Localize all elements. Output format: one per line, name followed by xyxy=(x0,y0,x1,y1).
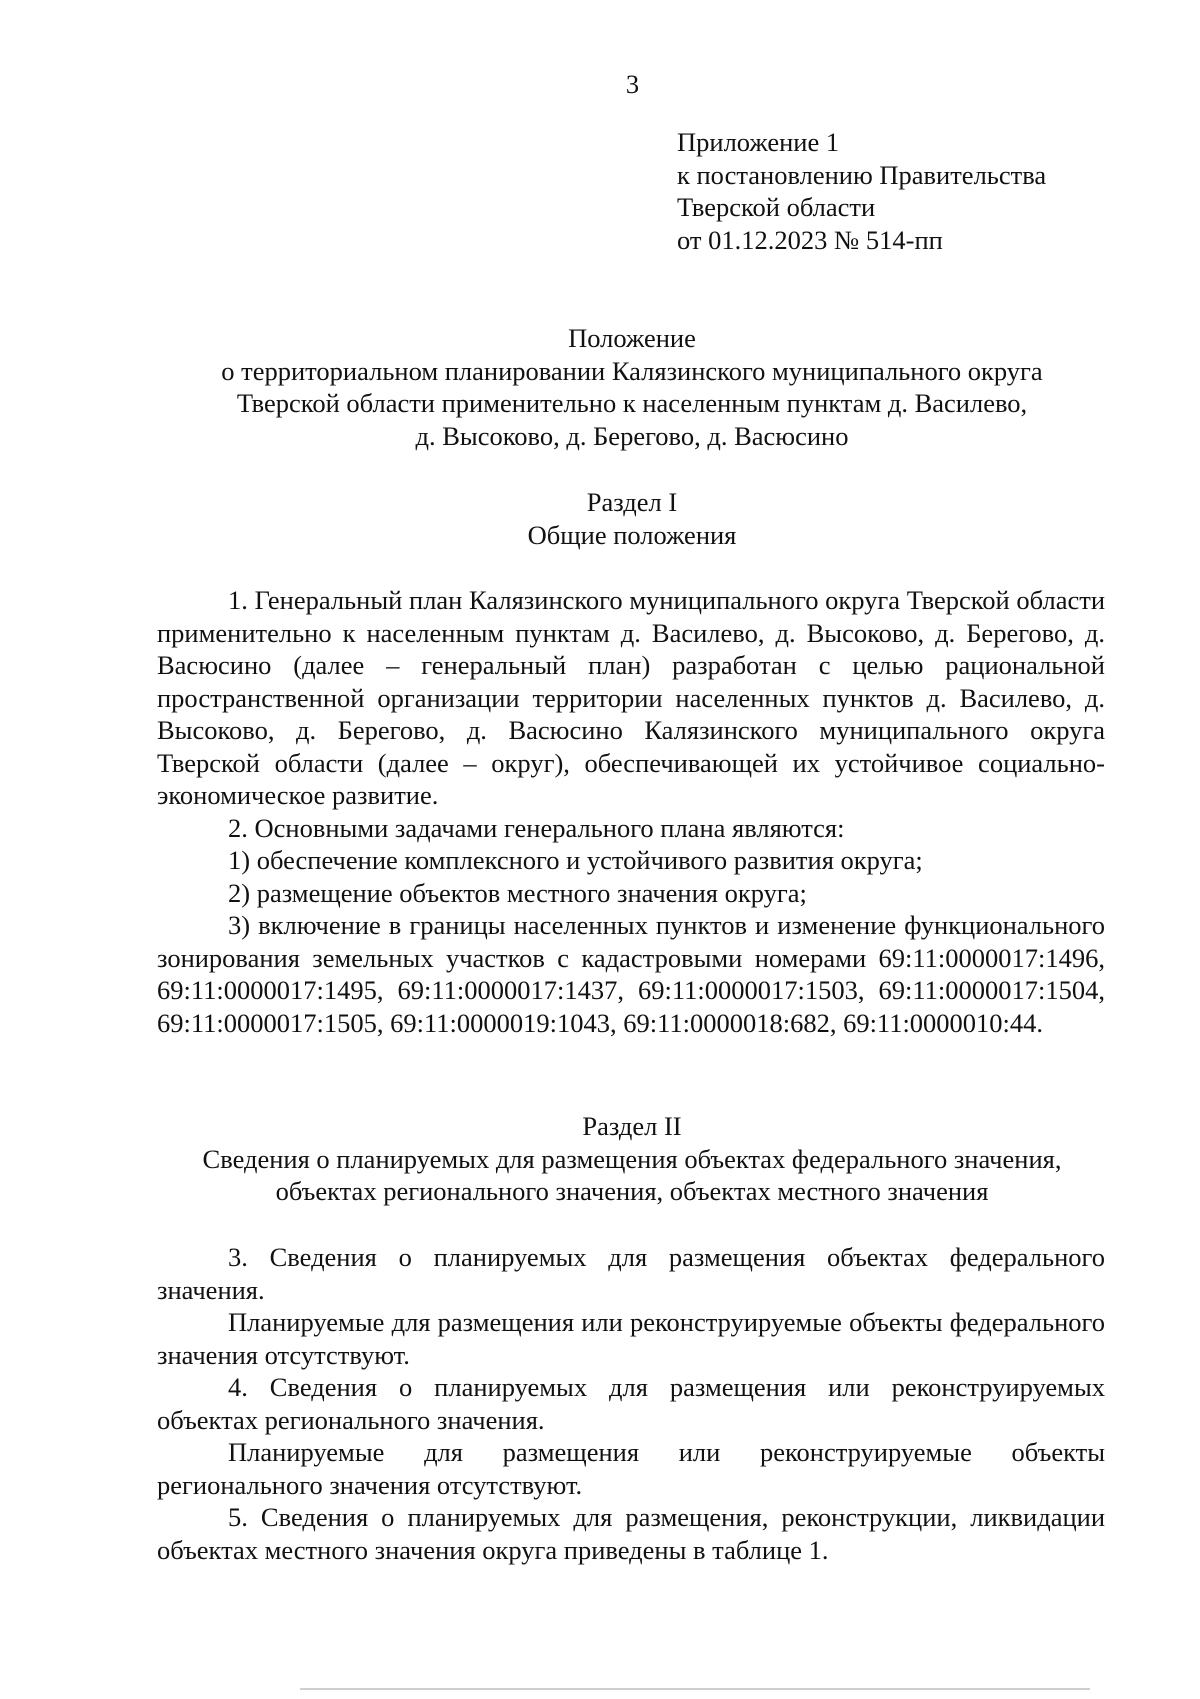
paragraph: 5. Сведения о планируемых для размещения, реконструкции, ликвидации объектах местного значения округа приведены в таблице 1. xyxy=(157,1502,1105,1565)
paragraph: 1. Генеральный план Калязинского муниципального округа Тверской области применительно к населенным пунктам д. Василево, д. Высоково, д. Берегово, д. Васюсино (далее – генеральный план) разработан с целью рациональной пространственной организации территории населенных пунктов д. Василево, д. Высоково, д. Берегово, д. Васюсино Калязинского муниципального округа Тверской области (далее – округ), обеспечивающей их устойчивое социально-экономическое развитие. xyxy=(157,585,1105,810)
section-number: Раздел I xyxy=(586,487,678,517)
appendix-line: от 01.12.2023 № 514-пп xyxy=(677,224,943,255)
section-number: Раздел II xyxy=(582,1111,682,1141)
section-2-body xyxy=(157,1241,1105,1566)
paragraph: 4. Сведения о планируемых для размещения или реконструируемых объектах регионального значения. xyxy=(157,1372,1105,1435)
paragraph: 1) обеспечение комплексного и устойчивого развития округа; xyxy=(228,845,923,875)
section-2-heading xyxy=(157,1110,1107,1208)
section-title-line: объектах регионального значения, объектах местного значения xyxy=(275,1176,989,1206)
appendix-line: к постановлению Правительства xyxy=(677,159,1047,190)
section-title-line: Сведения о планируемых для размещения объектах федерального значения, xyxy=(202,1143,1062,1174)
paragraph: 2) размещение объектов местного значения округа; xyxy=(228,877,807,908)
appendix-line: Приложение 1 xyxy=(677,127,840,157)
title-line: о территориальном планировании Калязинского муниципального округа xyxy=(221,355,1043,386)
paragraph: 3. Сведения о планируемых для размещения объектах федерального значения. xyxy=(157,1242,1105,1305)
page-number: 3 xyxy=(625,69,640,99)
document-title xyxy=(157,322,1107,452)
title-line: Положение xyxy=(568,323,696,353)
paragraph: 3) включение в границы населенных пунктов и изменение функционального зонирования земельных участков с кадастровыми номерами 69:11:0000017:1496, 69:11:0000017:1495, 69:11:0000017:1437, 69:11:0000017:1503, 69:11:0000017:1504, 69:11:0000017:1505, 69:11:0000019:1043, 69:11:0000018:682, 69:11:0000010:44. xyxy=(157,910,1105,1038)
title-line: Тверской области применительно к населенным пунктам д. Василево, xyxy=(236,388,1028,418)
section-title: Общие положения xyxy=(527,519,737,550)
section-1-heading xyxy=(157,486,1107,551)
section-1-body xyxy=(157,584,1105,1039)
paragraph: Планируемые для размещения или реконструируемые объекты федерального значения отсутствуют. xyxy=(157,1307,1105,1370)
paragraph: 2. Основными задачами генерального плана являются: xyxy=(228,812,845,843)
title-line: д. Высоково, д. Берегово, д. Васюсино xyxy=(415,420,849,451)
appendix-block xyxy=(677,126,1157,256)
paragraph: Планируемые для размещения или реконструируемые объекты регионального значения отсутствуют. xyxy=(157,1437,1105,1500)
bottom-edge-line xyxy=(300,1688,1090,1690)
appendix-line: Тверской области xyxy=(677,192,876,222)
